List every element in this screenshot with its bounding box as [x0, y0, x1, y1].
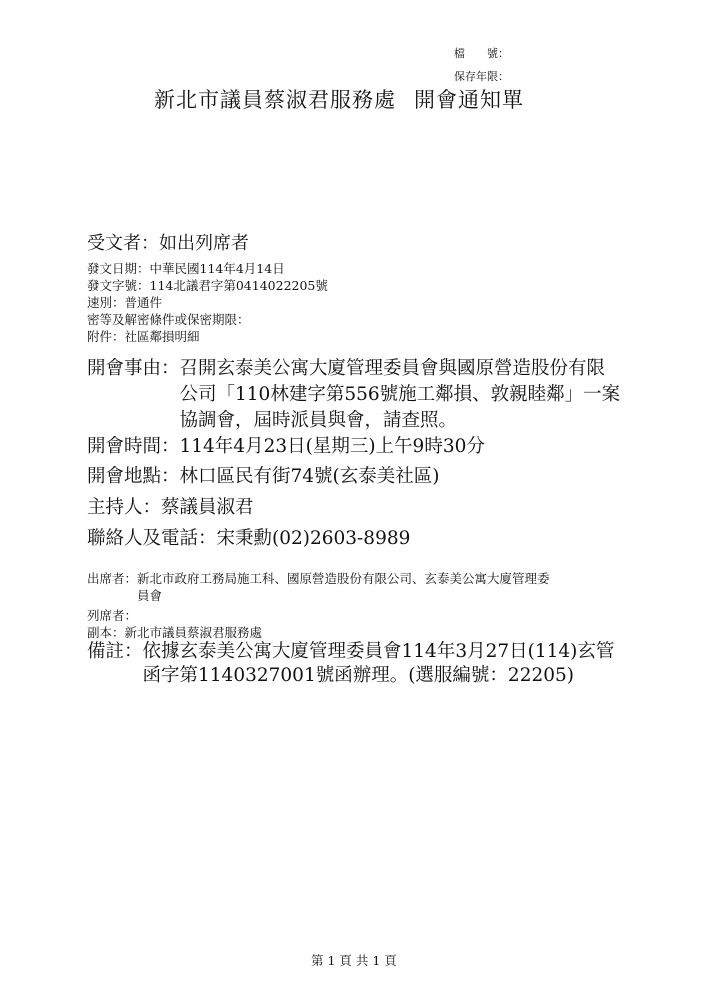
issue-date: 發文日期：中華民國114年4月14日	[87, 261, 285, 276]
attendees-present-line: 員會	[137, 588, 163, 603]
meeting-subject-line: 公司「110林建字第556號施工鄰損、敦親睦鄰」一案	[179, 384, 621, 405]
attendees-present	[87, 570, 550, 604]
remarks-label: 備註：	[87, 641, 143, 662]
remarks-line: 函字第1140327001號函辦理。(選服編號：22205)	[142, 665, 575, 686]
retention-period-label: 保存年限：	[454, 70, 509, 83]
recipient-value: 如出列席者	[159, 233, 249, 254]
attendees-present-label: 出席者：	[87, 571, 138, 586]
meeting-location: 開會地點：林口區民有街74號(玄泰美社區)	[87, 466, 440, 487]
attendees-observers: 列席者：	[87, 608, 138, 623]
office-name: 新北市議員蔡淑君服務處	[154, 88, 396, 112]
secrecy-level: 密等及解密條件或保密期限：	[87, 312, 250, 327]
document-number: 發文字號：114北議君字第0414022205號	[87, 278, 328, 293]
attachment: 附件：社區鄰損明細	[87, 329, 200, 344]
meeting-subject-label: 開會事由：	[87, 358, 180, 379]
attendees-present-line: 新北市政府工務局施工科、國原營造股份有限公司、玄泰美公寓大廈管理委	[137, 571, 550, 586]
contact-person: 聯絡人及電話：宋秉勳(02)2603-8989	[87, 528, 411, 549]
recipient-line	[87, 229, 249, 255]
document-type: 開會通知單	[414, 88, 524, 112]
page-title	[154, 84, 524, 114]
meeting-subject-line: 協調會，屆時派員與會，請查照。	[179, 410, 458, 431]
file-number-label: 檔 號：	[454, 47, 509, 60]
recipient-label: 受文者：	[87, 233, 159, 254]
meeting-subject-line: 召開玄泰美公寓大廈管理委員會與國原營造股份有限	[179, 358, 606, 379]
remarks	[87, 640, 614, 688]
remarks-line: 依據玄泰美公寓大廈管理委員會114年3月27日(114)玄管	[142, 641, 615, 662]
meeting-subject	[87, 356, 620, 434]
meeting-host: 主持人：蔡議員淑君	[87, 497, 254, 518]
meeting-time: 開會時間：114年4月23日(星期三)上午9時30分	[87, 436, 485, 457]
page-number: 第 1 頁 共 1 頁	[311, 953, 397, 968]
delivery-speed: 速別：普通件	[87, 295, 163, 310]
copy-to: 副本：新北市議員蔡淑君服務處	[87, 625, 263, 640]
